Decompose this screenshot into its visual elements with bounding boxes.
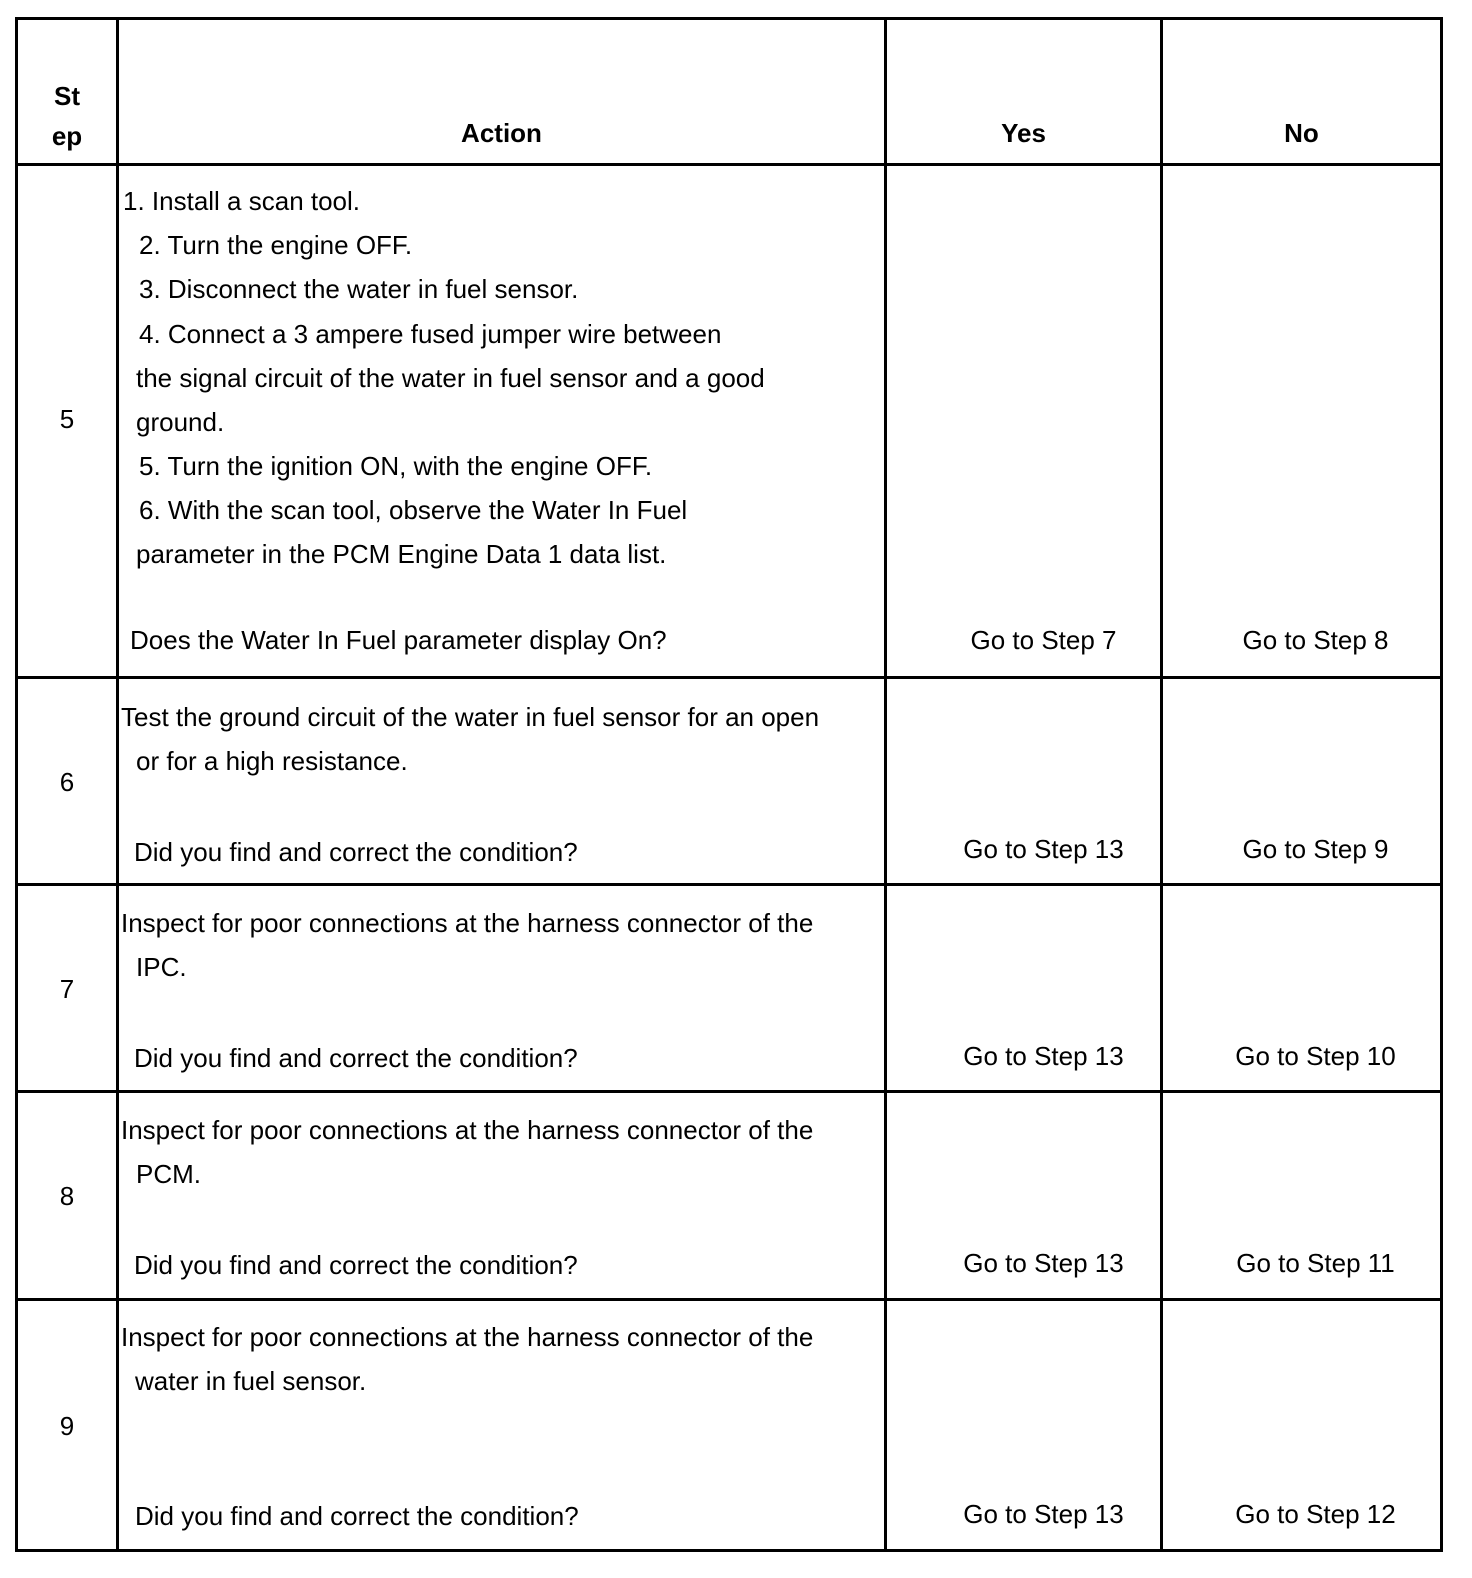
no-cell xyxy=(1162,885,1442,1092)
table-row xyxy=(17,165,1442,678)
diagnostic-table xyxy=(15,17,1443,1552)
table-row xyxy=(17,885,1442,1092)
action-question: Did you find and correct the condition? xyxy=(134,1250,578,1280)
action-cell xyxy=(118,885,886,1092)
yes-result: Go to Step 13 xyxy=(963,834,1124,864)
action-line: ground. xyxy=(136,407,225,437)
step-cell xyxy=(17,885,118,1092)
no-cell xyxy=(1162,1092,1442,1300)
header-step xyxy=(17,19,118,165)
no-result: Go to Step 12 xyxy=(1235,1499,1396,1529)
yes-result: Go to Step 13 xyxy=(963,1499,1124,1529)
yes-result: Go to Step 13 xyxy=(963,1248,1124,1278)
action-line: 6. With the scan tool, observe the Water In Fuel xyxy=(139,495,688,525)
action-line: the signal circuit of the water in fuel sensor and a good xyxy=(136,363,765,393)
step-cell xyxy=(17,678,118,885)
yes-result: Go to Step 13 xyxy=(963,1041,1124,1071)
no-cell xyxy=(1162,1300,1442,1551)
no-result: Go to Step 10 xyxy=(1235,1041,1396,1071)
action-line: 2. Turn the engine OFF. xyxy=(139,230,413,260)
no-result: Go to Step 8 xyxy=(1242,625,1389,655)
action-question: Did you find and correct the condition? xyxy=(134,837,578,867)
action-line: 1. Install a scan tool. xyxy=(123,186,361,216)
action-question: Does the Water In Fuel parameter display On? xyxy=(130,625,667,655)
step-number: 8 xyxy=(59,1181,75,1211)
yes-cell xyxy=(886,678,1162,885)
header-step-line1: St xyxy=(54,81,80,111)
action-line: Inspect for poor connections at the harness connector of the xyxy=(121,1115,814,1145)
no-cell xyxy=(1162,165,1442,678)
step-number: 9 xyxy=(59,1411,75,1441)
header-yes: Yes xyxy=(886,19,1162,165)
step-cell xyxy=(17,1300,118,1551)
header-row xyxy=(17,19,1442,165)
table-row xyxy=(17,1300,1442,1551)
step-cell xyxy=(17,165,118,678)
yes-cell xyxy=(886,165,1162,678)
step-number: 7 xyxy=(59,974,75,1004)
action-cell xyxy=(118,165,886,678)
header-step-line2: ep xyxy=(51,121,83,151)
header-action: Action xyxy=(118,19,886,165)
yes-cell xyxy=(886,1300,1162,1551)
action-cell xyxy=(118,1092,886,1300)
action-line: 4. Connect a 3 ampere fused jumper wire between xyxy=(139,319,722,349)
action-cell xyxy=(118,1300,886,1551)
action-line: IPC. xyxy=(136,952,187,982)
step-number: 6 xyxy=(59,767,75,797)
action-line: 5. Turn the ignition ON, with the engine OFF. xyxy=(139,451,653,481)
action-line: Test the ground circuit of the water in fuel sensor for an open xyxy=(121,702,820,732)
action-line: PCM. xyxy=(136,1159,201,1189)
table-row xyxy=(17,1092,1442,1300)
action-question: Did you find and correct the condition? xyxy=(135,1501,579,1531)
yes-result: Go to Step 7 xyxy=(970,625,1117,655)
action-line: parameter in the PCM Engine Data 1 data list. xyxy=(136,539,667,569)
no-result: Go to Step 11 xyxy=(1236,1248,1395,1278)
yes-cell xyxy=(886,885,1162,1092)
action-line: or for a high resistance. xyxy=(136,746,408,776)
action-question: Did you find and correct the condition? xyxy=(134,1043,578,1073)
action-cell xyxy=(118,678,886,885)
header-no: No xyxy=(1162,19,1442,165)
step-cell xyxy=(17,1092,118,1300)
step-number: 5 xyxy=(59,404,75,434)
action-line: 3. Disconnect the water in fuel sensor. xyxy=(139,274,579,304)
action-line: Inspect for poor connections at the harness connector of the xyxy=(121,1322,814,1352)
table-row xyxy=(17,678,1442,885)
yes-cell xyxy=(886,1092,1162,1300)
action-line: Inspect for poor connections at the harness connector of the xyxy=(121,908,814,938)
action-line: water in fuel sensor. xyxy=(135,1366,367,1396)
no-cell xyxy=(1162,678,1442,885)
no-result: Go to Step 9 xyxy=(1242,834,1389,864)
